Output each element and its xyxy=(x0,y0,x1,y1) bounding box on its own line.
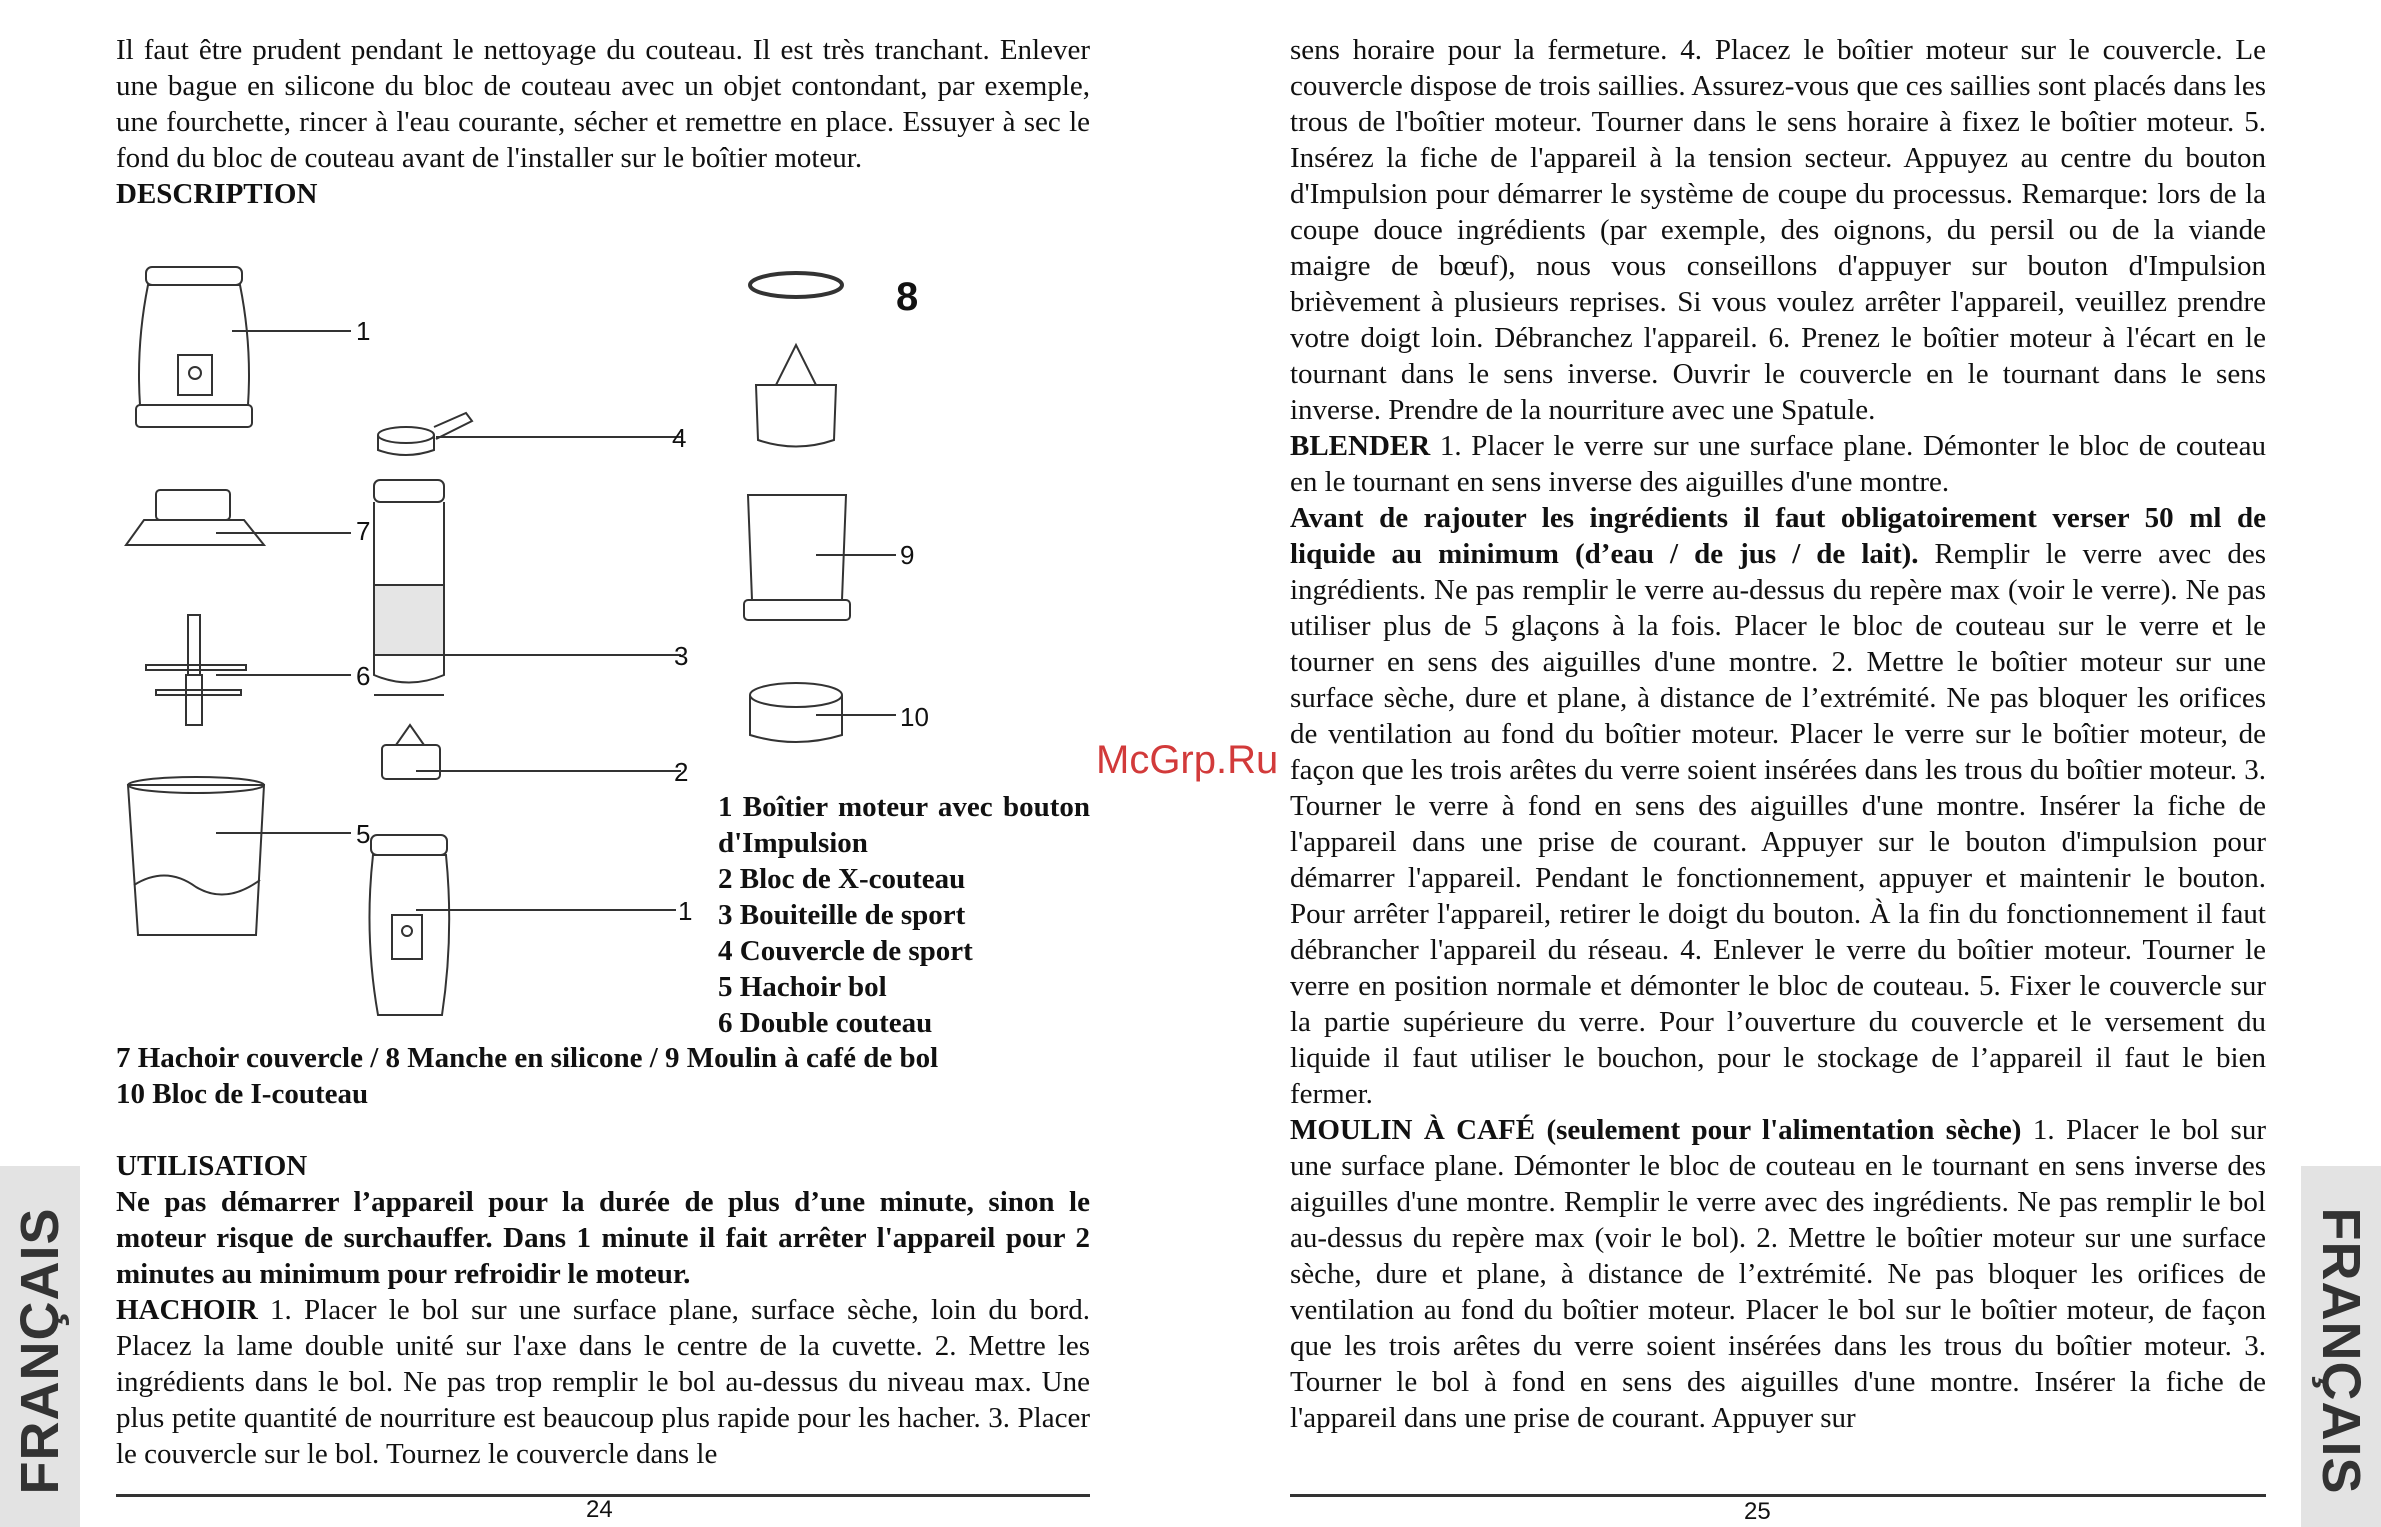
blender-text: Remplir le verre avec des ingrédients. Ne pas remplir le verre au-dessus du repère max (voir le verre). Ne pas utiliser plus de 5 glaçons à la fois. Placer le bloc de couteau sur le verre et le tourner en sens des aiguilles d'une montre. 2. Mettre le boîtier moteur sur une surface sèche, dure et plane, à distance de l’extrémité. Ne pas bloquer les orifices de ventilation au fond du boîtier moteur. Placer le verre sur le boîtier moteur, de façon que les trois arêtes du verre soient insérées dans les trous du boîtier moteur. 3. Tourner le verre à fond en sens des aiguilles d'une montre. Insérer la fiche de l'appareil dans une prise de courant. Appuyer sur le bouton d'impulsion pour démarrer l'appareil. Pendant le fonctionnement, appuyer et maintenir le bouton. Pour arrêter l'appareil, retirer le doigt du bouton. À la fin du fonctionnement il faut débrancher l'appareil du réseau. 4. Enlever le verre du boîtier moteur. Tourner le verre en position normale et démonter le bloc de couteau. 5. Fixer le couvercle sur la partie supérieure du verre. Pour l’ouverture du couvercle et le versement du liquide il faut utiliser le bouchon, pour le stockage de l’appareil il faut le bien fermer. xyxy=(1290,538,2266,1110)
part-sport-bottle xyxy=(374,480,681,695)
utilisation-heading: UTILISATION xyxy=(116,1150,308,1182)
utilisation-section xyxy=(116,1148,1090,1472)
side-tab-right-label: FRANÇAIS xyxy=(2311,1207,2371,1495)
moulin-text: 1. Placer le bol sur une surface plane. Démonter le bloc de couteau en le tournant en sens inverse des aiguilles d'une montre. Remplir le verre avec des ingrédients. Ne pas remplir le bol au-dessus du repère max (voir le bol). 2. Mettre le boîtier moteur sur une surface sèche, dure et plane, à distance de l’extrémité. Ne pas bloquer les orifices de ventilation au fond du boîtier moteur. Placer le bol sur le boîtier moteur, de façon que les trois arêtes du verre soient insérées dans les trous du boîtier moteur. 3. Tourner le bol à fond en sens des aiguilles d'une montre. Insérer la fiche de l'appareil dans une prise de courant. Appuyer sur xyxy=(1290,1114,2266,1434)
part-blade-top-right xyxy=(756,345,836,447)
page-left xyxy=(0,0,1190,1527)
part-motor-base-top xyxy=(136,267,351,427)
part-x-blade xyxy=(382,725,681,779)
intro-paragraph xyxy=(116,32,1090,212)
legend-item-1: 1 Boîtier moteur avec bouton d'Impulsion xyxy=(718,791,1090,859)
label-1-center: 1 xyxy=(678,896,693,926)
label-8: 8 xyxy=(896,275,919,319)
moulin-heading: MOULIN À CAFÉ (seulement pour l'alimentation sèche) xyxy=(1290,1114,2022,1146)
legend-item-5: 5 Hachoir bol xyxy=(718,971,887,1003)
label-9: 9 xyxy=(900,540,915,570)
page-number-left: 24 xyxy=(586,1496,613,1523)
legend-item-6: 6 Double couteau xyxy=(718,1007,933,1039)
page-right xyxy=(1190,0,2381,1527)
part-double-blade xyxy=(146,615,351,725)
hachoir-continued: sens horaire pour la fermeture. 4. Placez le boîtier moteur sur le couvercle. Le couvercle dispose de trois saillies. Assurez-vous que ces saillies sont placés dans les trous de l'boîtier moteur. Tourner dans le sens horaire à fixez le boîtier moteur. 5. Insérez la fiche de l'appareil à la tension secteur. Appuyez au centre du bouton d'Impulsion pour démarrer le système de coupe du processus. Remarque: lors de la coupe douce ingrédients (par exemple, des oignons, du persil ou de la viande maigre de bœuf), nous vous conseillons d'appuyer sur bouton d'Impulsion brièvement à plusieurs reprises. Si vous voulez arrêter l'appareil, veuillez prendre votre doigt loin. Débranchez l'appareil. 6. Prenez le boîtier moteur à l'écart en le tournant dans le sens inverse. Ouvrir le couvercle en le tournant dans le sens inverse. Prendre de la nourriture avec une Spatule. xyxy=(1290,34,2266,426)
side-tab-right xyxy=(2301,1166,2381,1527)
right-column xyxy=(1290,32,2266,1436)
side-tab-left-label: FRANÇAIS xyxy=(10,1207,70,1495)
page-number-right: 25 xyxy=(1744,1498,1771,1525)
legend-item-10: 10 Bloc de I-couteau xyxy=(116,1078,369,1110)
part-motor-base-center xyxy=(369,835,676,1015)
hachoir-text: 1. Placer le bol sur une surface plane, surface sèche, loin du bord. Placez la lame double unité sur l'axe dans le centre de la cuvette. 2. Mettre les ingrédients dans le bol. Ne pas trop remplir le bol au-dessus du niveau max. Une plus petite quantité de nourriture est beaucoup plus rapide pour les hacher. 3. Placer le couvercle sur le bol. Tournez le couvercle dans le xyxy=(116,1294,1090,1470)
part-i-blade xyxy=(750,683,896,742)
legend-item-3: 3 Bouiteille de sport xyxy=(718,899,966,931)
part-silicone-ring xyxy=(750,273,842,297)
label-3: 3 xyxy=(674,641,689,671)
warning-text: Ne pas démarrer l’appareil pour la durée de plus d’une minute, sinon le moteur risque de surchauffer. Dans 1 minute il fait arrêter l'appareil pour 2 minutes au minimum pour refroidir le moteur. xyxy=(116,1186,1090,1290)
legend-item-7-9: 7 Hachoir couvercle / 8 Manche en silicone / 9 Moulin à café de bol xyxy=(116,1042,939,1074)
side-tab-left xyxy=(0,1166,80,1527)
label-7: 7 xyxy=(356,516,371,546)
watermark: McGrp.Ru xyxy=(1096,738,1279,782)
blender-intro: 1. Placer le verre sur une surface plane. Démonter le bloc de couteau en le tournant en sens inverse des aiguilles d'une montre. xyxy=(1290,430,2266,498)
part-coffee-bowl xyxy=(744,495,896,620)
blender-heading: BLENDER xyxy=(1290,430,1431,462)
label-5: 5 xyxy=(356,819,371,849)
legend-wide xyxy=(116,1040,1090,1112)
legend-item-2: 2 Bloc de X-couteau xyxy=(718,863,966,895)
label-2: 2 xyxy=(674,757,689,787)
label-10: 10 xyxy=(900,702,929,732)
label-4: 4 xyxy=(672,423,687,453)
intro-text: Il faut être prudent pendant le nettoyage du couteau. Il est très tranchant. Enlever une bague en silicone du bloc de couteau avec un objet contondant, par exemple, une fourchette, rincer à l'eau courante, sécher et remettre en place. Essuyer à sec le fond du bloc de couteau avant de l'installer sur le boîtier moteur. xyxy=(116,34,1090,174)
part-sport-lid xyxy=(378,413,681,455)
hachoir-heading: HACHOIR xyxy=(116,1294,258,1326)
legend-list xyxy=(718,789,1090,1041)
blender-paragraph xyxy=(1290,428,2266,500)
label-1-top: 1 xyxy=(356,316,371,346)
legend-item-4: 4 Couvercle de sport xyxy=(718,935,973,967)
hachoir-paragraph xyxy=(116,1292,1090,1472)
label-6: 6 xyxy=(356,661,371,691)
moulin-paragraph xyxy=(1290,1112,2266,1436)
part-chopper-bowl xyxy=(128,777,351,935)
description-heading: DESCRIPTION xyxy=(116,178,318,210)
blender-paragraph-2 xyxy=(1290,500,2266,1112)
footer-rule-right xyxy=(1290,1494,2266,1497)
part-chopper-lid xyxy=(126,490,351,545)
blender-warning: Avant de rajouter les ingrédients il faut obligatoirement verser 50 ml de liquide au minimum (d’eau / de jus / de lait). xyxy=(1290,502,2266,570)
